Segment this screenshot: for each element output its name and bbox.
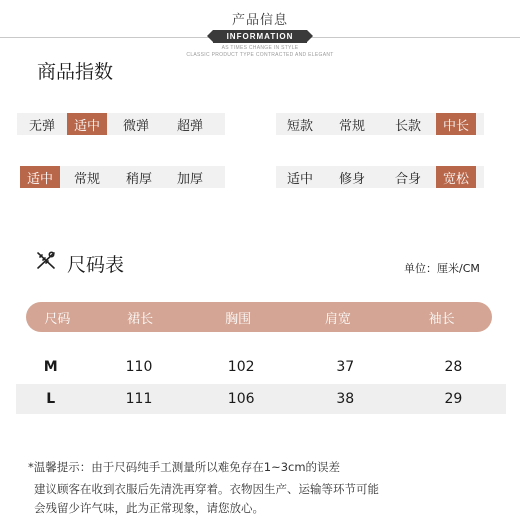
fit-option-selected: 宽松 bbox=[436, 166, 476, 188]
header-subline-1: AS TIMES CHANGE IN STYLE bbox=[221, 45, 299, 51]
shoulder-cell: 38 bbox=[336, 391, 355, 407]
sleeve-cell: 29 bbox=[444, 391, 463, 407]
size-table-header bbox=[26, 302, 492, 332]
elasticity-option-selected: 适中 bbox=[67, 113, 107, 135]
col-header-size: 尺码 bbox=[44, 311, 71, 327]
thickness-option: 稍厚 bbox=[125, 171, 152, 187]
thickness-option-selected: 适中 bbox=[20, 166, 60, 188]
measurement-note: *温馨提示：由于尺码纯手工测量所以难免存在1~3cm的误差 bbox=[28, 460, 341, 474]
elasticity-option: 无弹 bbox=[28, 118, 55, 134]
header-subline-2: CLASSIC PRODUCT TYPE CONTRACTED AND ELEGANT bbox=[186, 52, 334, 58]
fit-scale bbox=[276, 166, 484, 188]
length-option: 长款 bbox=[394, 118, 421, 134]
fit-option: 合身 bbox=[394, 171, 421, 187]
care-note-line-1: 建议顾客在收到衣服后先清洗再穿着。衣物因生产、运输等环节可能 bbox=[34, 482, 379, 496]
info-header bbox=[0, 0, 520, 60]
information-badge: INFORMATION bbox=[213, 30, 307, 43]
size-cell: L bbox=[46, 391, 56, 407]
elasticity-scale bbox=[17, 113, 225, 135]
table-row bbox=[16, 352, 506, 382]
sleeve-cell: 28 bbox=[444, 359, 463, 375]
header-divider-right bbox=[307, 37, 520, 38]
header-divider-left bbox=[0, 37, 213, 38]
col-header-bust: 胸围 bbox=[225, 311, 252, 327]
length-cell: 110 bbox=[125, 359, 153, 375]
col-header-length: 裙长 bbox=[127, 311, 154, 327]
bust-cell: 106 bbox=[227, 391, 255, 407]
thickness-scale bbox=[20, 166, 225, 188]
size-cell: M bbox=[43, 359, 58, 375]
fit-option: 修身 bbox=[338, 171, 365, 187]
thickness-option: 加厚 bbox=[176, 171, 203, 187]
size-chart-title: 尺码表 bbox=[67, 254, 125, 276]
col-header-shoulder: 肩宽 bbox=[324, 311, 351, 327]
fit-option: 适中 bbox=[286, 171, 313, 187]
ruler-scissors-icon bbox=[35, 249, 57, 271]
header-title: 产品信息 bbox=[231, 13, 288, 28]
elasticity-option: 微弹 bbox=[122, 118, 149, 134]
thickness-option: 常规 bbox=[73, 171, 100, 187]
length-cell: 111 bbox=[125, 391, 153, 407]
length-scale bbox=[276, 113, 484, 135]
length-option: 短款 bbox=[286, 118, 313, 134]
bust-cell: 102 bbox=[227, 359, 255, 375]
col-header-sleeve: 袖长 bbox=[428, 311, 455, 327]
care-note-line-2: 会残留少许气味，此为正常现象，请您放心。 bbox=[34, 501, 264, 515]
length-option: 常规 bbox=[338, 118, 365, 134]
unit-label: 单位：厘米/CM bbox=[404, 262, 480, 275]
elasticity-option: 超弹 bbox=[176, 118, 203, 134]
product-index-title: 商品指数 bbox=[37, 61, 114, 83]
shoulder-cell: 37 bbox=[336, 359, 355, 375]
length-option-selected: 中长 bbox=[436, 113, 476, 135]
table-row bbox=[16, 384, 506, 414]
